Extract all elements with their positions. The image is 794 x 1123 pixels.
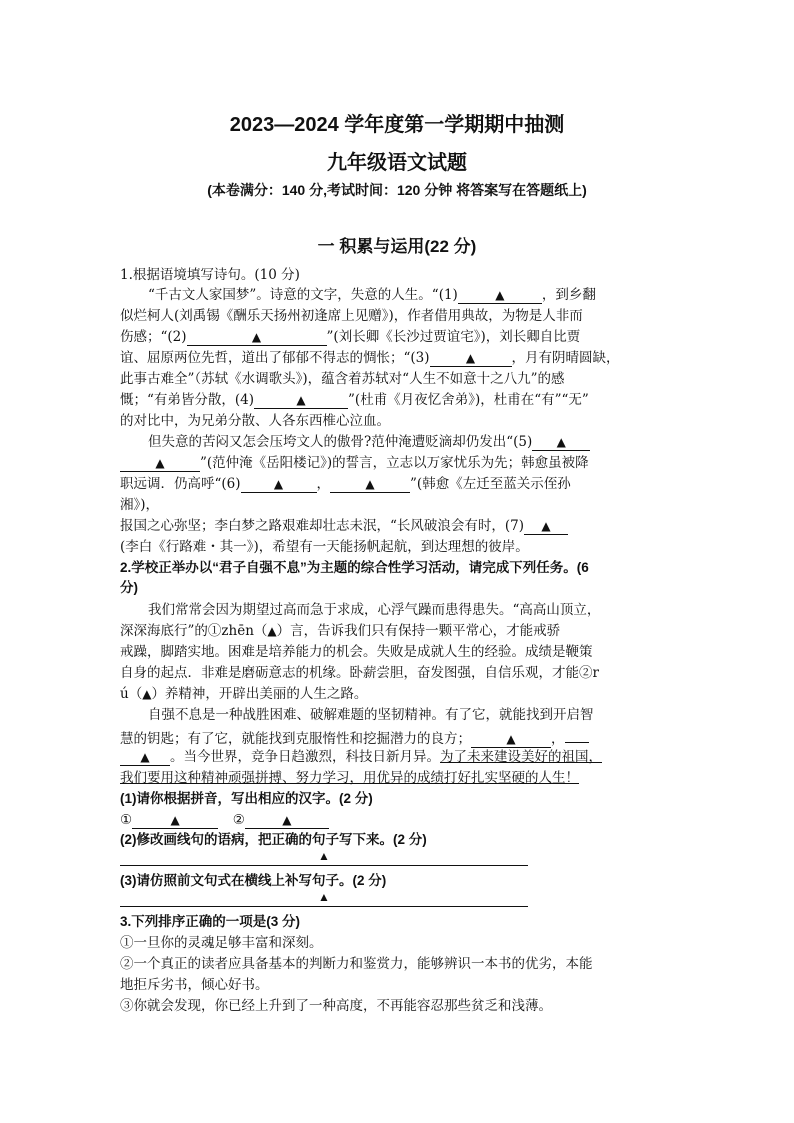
- q2-paragraph-line: 戒躁，脚踏实地。困难是培养能力的机会。失败是成就人生的经验。成绩是鞭策: [120, 644, 593, 660]
- blank-marker: ▲: [142, 687, 152, 701]
- q1-line: ▲ ”(范仲淹《岳阳楼记》)的誓言，立志以万家忧乐为先；韩愈虽被降: [120, 453, 680, 473]
- q2-subquestion-1-blanks: ① ▲ ② ▲: [120, 810, 680, 830]
- blank-marker: ▲: [296, 393, 306, 407]
- q1-line: 此事古难全”（苏轼《水调歌头》)，蕴含着苏轼对“人生不如意十之八九”的感: [120, 371, 565, 387]
- q2-paragraph-line: ▲ 。当今世界，竞争日趋激烈，科技日新月异。为了未来建设美好的祖国，: [120, 747, 680, 767]
- exam-note: (本卷满分：140 分,考试时间：120 分钟 将答案写在答题纸上): [207, 182, 587, 198]
- section-heading: 一 积累与运用(22 分): [317, 237, 477, 256]
- exam-subtitle: 九年级语文试题: [327, 152, 467, 174]
- imitation-blank-b[interactable]: [565, 726, 589, 743]
- blank-marker: ▲: [155, 456, 165, 470]
- q2-paragraph-line: [120, 768, 680, 788]
- q3-option-3: ③你就会发现，你已经上升到了一种高度，不再能容忍那些贫乏和浅薄。: [120, 998, 552, 1014]
- blank-marker: ▲: [273, 477, 284, 491]
- blank-marker: ▲: [541, 519, 551, 533]
- q2-paragraph-line: ú（▲）养精神，开辟出美丽的人生之路。: [120, 686, 368, 702]
- q3-heading: 3.下列排序正确的一项是(3 分): [120, 914, 301, 929]
- exam-title: 2023—2024 学年度第一学期期中抽测: [229, 114, 565, 136]
- blank-marker: ▲: [556, 435, 566, 449]
- answer-blank-6a[interactable]: [241, 476, 317, 493]
- q2-heading: 2.学校正举办以“君子自强不息”为主题的综合性学习活动，请完成下列任务。(6: [120, 560, 589, 575]
- q1-line: 报国之心弥坚；李白梦之路艰难却壮志未泯，“长风破浪会有时，(7) ▲: [120, 516, 680, 536]
- q2-heading-cont: 分): [120, 580, 138, 595]
- q1-line: 慨；“有弟皆分散，(4) ▲ ”(杜甫《月夜忆舍弟》)，杜甫在“有”“无”: [120, 392, 589, 408]
- blank-marker: ▲: [282, 813, 292, 827]
- q3-option-2: ②一个真正的读者应具备基本的判断力和鉴赏力，能够辨识一本书的优劣，本能: [120, 956, 593, 972]
- answer-blank-1[interactable]: [458, 287, 542, 304]
- q2-paragraph-line: 深深海底行”的①zhēn（▲）言，告诉我们只有保持一颗平常心，才能戒骄: [120, 623, 561, 639]
- blank-marker: ▲: [506, 732, 516, 746]
- q1-line: 职远调．仍高呼“(6) ▲ ， ▲ ”(韩愈《左迁至蓝关示侄孙: [120, 476, 571, 492]
- answer-blank-5a[interactable]: [532, 434, 590, 451]
- q2-subquestion-3: (3)请仿照前文句式在横线上补写句子。(2 分): [120, 873, 387, 888]
- blank-marker: ▲: [251, 330, 262, 344]
- q1-line: 但失意的苦闷又怎会压垮文人的傲骨?范仲淹遭贬滴却仍发出“(5) ▲: [120, 432, 708, 452]
- q1-line: 湘》)，: [120, 497, 160, 513]
- q1-line: 谊、屈原两位先哲，道出了郁郁不得志的惆怅；“(3) ▲ ，月有阴晴圆缺，: [120, 350, 620, 366]
- answer-blank-6b[interactable]: [330, 476, 410, 493]
- q2-subquestion-1: (1)请你根据拼音，写出相应的汉字。(2 分): [120, 791, 373, 806]
- revision-answer-line[interactable]: [120, 847, 528, 866]
- pinyin-answer-2[interactable]: [245, 812, 329, 829]
- answer-blank-7[interactable]: [524, 518, 568, 535]
- q3-option-2-cont: 地拒斥劣书，倾心好书。: [120, 977, 269, 993]
- q1-line: 似烂柯人(刘禹锡《酬乐天扬州初逢席上见赠》)，作者借用典故，为物是人非而: [120, 308, 583, 324]
- blank-marker: ▲: [318, 890, 330, 904]
- pinyin-answer-1[interactable]: [132, 812, 218, 829]
- q3-option-1: ①一旦你的灵魂足够丰富和深刻。: [120, 935, 323, 951]
- imitation-blank-c[interactable]: [120, 749, 170, 766]
- blank-marker: ▲: [267, 624, 277, 638]
- imitation-blank-a[interactable]: [471, 731, 551, 748]
- answer-blank-4[interactable]: [254, 392, 348, 409]
- q1-heading: 1.根据语境填写诗句。(10 分): [120, 267, 300, 283]
- q1-line: 伤感；“(2) ▲ ”(刘长卿《长沙过贾谊宅》)，刘长卿自比贾: [120, 329, 581, 345]
- q1-line: (李白《行路难・其一》)，希望有一天能扬帆起航，到达理想的彼岸。: [120, 539, 529, 555]
- q1-line: “千古文人家国梦”。诗意的文字，失意的人生。“(1) ▲ ，到乡翻: [148, 287, 596, 303]
- blank-marker: ▲: [495, 288, 505, 302]
- answer-blank-2[interactable]: [187, 329, 327, 346]
- blank-marker: ▲: [365, 477, 375, 491]
- flawed-sentence: 为了未来建设美好的祖国，: [440, 749, 602, 765]
- answer-blank-5b[interactable]: [120, 455, 200, 472]
- flawed-sentence: 我们要用这种精神顽强拼搏、努力学习，用优异的成绩打好扎实坚硬的人生！: [120, 770, 579, 786]
- q1-line: 的对比中，为兄弟分散、人各东西椎心泣血。: [120, 413, 390, 429]
- blank-marker: ▲: [465, 351, 476, 365]
- q2-paragraph-line: 慧的钥匙；有了它，就能找到克服惰性和挖掘潜力的良方； ▲ ，: [120, 726, 680, 749]
- blank-marker: ▲: [140, 750, 150, 764]
- q2-subquestion-2: (2)修改画线句的语病，把正确的句子写下来。(2 分): [120, 832, 427, 847]
- blank-marker: ▲: [318, 849, 330, 863]
- q2-paragraph-line: 自强不息是一种战胜困难、破解难题的坚韧精神。有了它，就能找到开启智: [148, 707, 594, 723]
- imitation-answer-line[interactable]: [120, 888, 528, 907]
- q2-paragraph-line: 我们常常会因为期望过高而急于求成，心浮气躁而患得患失。“高高山顶立，: [148, 602, 601, 618]
- blank-marker: ▲: [170, 813, 180, 827]
- answer-blank-3[interactable]: [430, 350, 512, 367]
- q2-paragraph-line: 自身的起点．非难是磨砺意志的机缘。卧薪尝胆，奋发图强，自信乐观，才能②r: [120, 665, 599, 681]
